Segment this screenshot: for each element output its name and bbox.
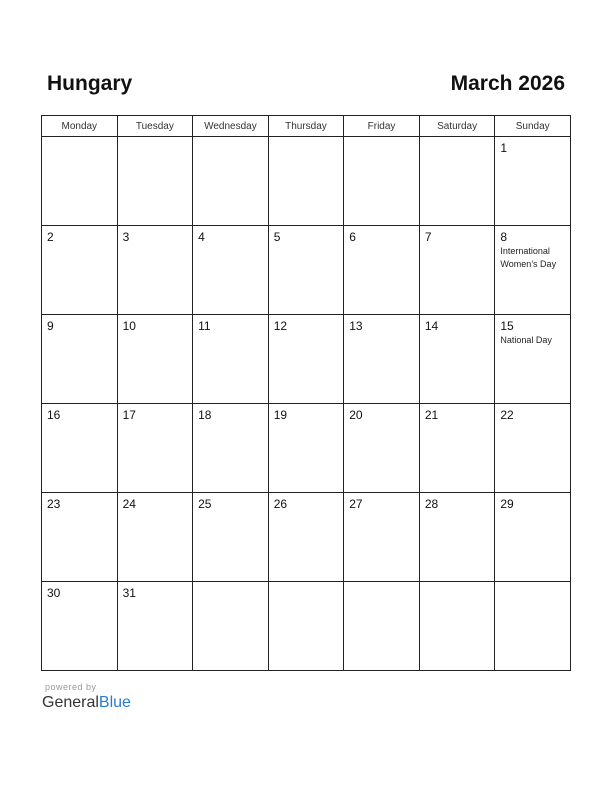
- day-number: 31: [122, 586, 136, 600]
- week-row: [42, 137, 571, 226]
- week-row: [42, 582, 571, 671]
- day-number: 3: [122, 230, 130, 244]
- day-cell: [117, 315, 193, 404]
- brand-logo[interactable]: [42, 694, 131, 712]
- day-number: 23: [47, 497, 61, 511]
- day-cell: [42, 226, 118, 315]
- day-number: 6: [349, 230, 356, 244]
- day-number: 2: [47, 230, 54, 244]
- day-number: [420, 137, 495, 141]
- day-number: 8: [500, 230, 508, 244]
- day-number: 29: [500, 497, 514, 511]
- day-cell: [344, 315, 420, 404]
- day-cell: [193, 582, 269, 671]
- day-number: 11: [198, 319, 211, 333]
- day-cell: [344, 493, 420, 582]
- day-number: 24: [122, 497, 136, 511]
- weekday-header-row: [42, 116, 571, 137]
- day-number: 18: [198, 408, 212, 422]
- day-cell: [419, 582, 495, 671]
- day-cell: [268, 493, 344, 582]
- day-cell: [193, 315, 269, 404]
- day-number: 13: [349, 319, 363, 333]
- day-cell: [495, 315, 571, 404]
- day-cell: [495, 404, 571, 493]
- day-number: 12: [273, 319, 288, 333]
- day-number: 7: [424, 230, 432, 244]
- day-number: 9: [47, 319, 54, 333]
- day-number: 1: [500, 141, 508, 155]
- day-cell: [42, 137, 118, 226]
- day-cell: [344, 137, 420, 226]
- day-number: [42, 137, 117, 141]
- day-number: 5: [273, 230, 281, 244]
- day-number: 21: [424, 408, 439, 422]
- day-cell: [193, 404, 269, 493]
- day-number: [344, 137, 419, 141]
- weekday-header-wednesday: Wednesday: [193, 116, 269, 137]
- day-cell: [495, 226, 571, 315]
- weekday-header-monday: Monday: [42, 116, 118, 137]
- week-row: [42, 226, 571, 315]
- day-number: 20: [349, 408, 363, 422]
- month-title: March 2026: [450, 72, 565, 95]
- day-cell: [419, 404, 495, 493]
- day-cell: [193, 137, 269, 226]
- weekday-header-saturday: Saturday: [419, 116, 495, 137]
- day-number: 27: [349, 497, 363, 511]
- day-number: [269, 582, 344, 586]
- day-number: [495, 582, 570, 586]
- powered-by-text: powered by: [45, 682, 97, 692]
- day-cell: [42, 404, 118, 493]
- day-number: 17: [122, 408, 136, 422]
- day-number: 25: [198, 497, 212, 511]
- holiday-label: International Women’s Day: [500, 246, 557, 269]
- day-cell: [344, 226, 420, 315]
- day-cell: [495, 582, 571, 671]
- day-cell: [117, 582, 193, 671]
- day-number: 26: [273, 497, 288, 511]
- day-number: [193, 582, 268, 586]
- day-cell: [419, 315, 495, 404]
- brand-general: General: [42, 694, 99, 711]
- day-cell: [42, 582, 118, 671]
- day-number: 22: [500, 408, 514, 422]
- weekday-header-sunday: Sunday: [495, 116, 571, 137]
- day-cell: [42, 493, 118, 582]
- country-title: Hungary: [47, 72, 133, 95]
- day-cell: [117, 404, 193, 493]
- weekday-header-tuesday: Tuesday: [117, 116, 193, 137]
- week-row: [42, 493, 571, 582]
- day-number: [118, 137, 193, 141]
- week-row: [42, 315, 571, 404]
- day-number: [269, 137, 344, 141]
- holiday-label: National Day: [500, 335, 552, 345]
- day-cell: [117, 226, 193, 315]
- day-cell: [344, 582, 420, 671]
- day-number: 10: [122, 319, 136, 333]
- day-number: 28: [424, 497, 439, 511]
- day-cell: [268, 315, 344, 404]
- day-cell: [268, 137, 344, 226]
- day-number: 16: [47, 408, 61, 422]
- day-cell: [419, 226, 495, 315]
- day-number: [344, 582, 419, 586]
- weekday-header-friday: Friday: [344, 116, 420, 137]
- day-cell: [495, 137, 571, 226]
- brand-blue: Blue: [98, 694, 131, 711]
- day-cell: [419, 137, 495, 226]
- day-cell: [117, 493, 193, 582]
- day-cell: [344, 404, 420, 493]
- day-cell: [268, 404, 344, 493]
- day-cell: [419, 493, 495, 582]
- day-cell: [117, 137, 193, 226]
- day-number: 30: [47, 586, 61, 600]
- day-number: [193, 137, 268, 141]
- day-cell: [42, 315, 118, 404]
- day-cell: [268, 226, 344, 315]
- week-row: [42, 404, 571, 493]
- calendar-grid: [41, 115, 571, 671]
- day-number: 14: [424, 319, 439, 333]
- day-number: [420, 582, 495, 586]
- day-number: 19: [273, 408, 288, 422]
- day-cell: [268, 582, 344, 671]
- day-cell: [193, 226, 269, 315]
- day-cell: [193, 493, 269, 582]
- day-cell: [495, 493, 571, 582]
- day-number: 15: [500, 319, 514, 333]
- day-number: 4: [198, 230, 205, 244]
- weekday-header-thursday: Thursday: [268, 116, 344, 137]
